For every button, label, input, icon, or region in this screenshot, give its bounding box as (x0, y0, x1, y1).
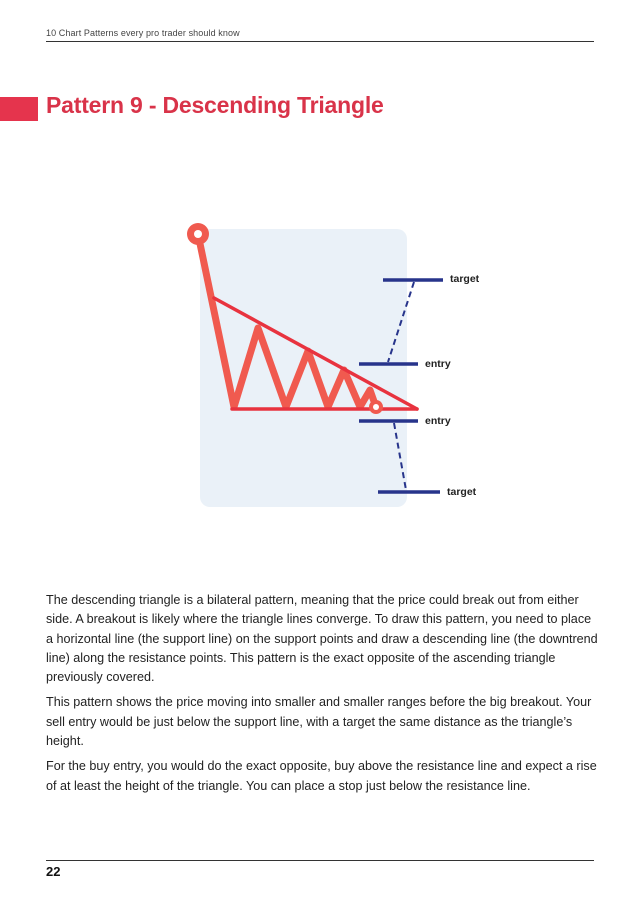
target-bottom-label: target (447, 486, 477, 498)
page-number: 22 (46, 864, 61, 879)
running-header: 10 Chart Patterns every pro trader should know (46, 28, 240, 38)
page-title: Pattern 9 - Descending Triangle (46, 92, 384, 118)
footer-divider (46, 860, 594, 861)
paragraph: The descending triangle is a bilateral pattern, meaning that the price could break out from either side. A breakout is likely where the triangle lines converge. To draw this pattern, you need to place a horizontal line (the support line) on the support points and draw a descending line (the downtrend line) along the resistance points. This pattern is the exact opposite of the ascending triangle previously covered. (46, 593, 598, 685)
paragraph: For the buy entry, you would do the exact opposite, buy above the resistance line and expect a rise of at least the height of the triangle. You can place a stop just below the resistance line. (46, 759, 597, 793)
body-text (46, 591, 598, 802)
target-top-label: target (450, 273, 480, 285)
start-marker-inner (194, 230, 202, 238)
entry-upper-label: entry (425, 358, 451, 370)
entry-lower-label: entry (425, 415, 451, 427)
end-marker-inner (373, 404, 379, 410)
paragraph: This pattern shows the price moving into smaller and smaller ranges before the big breakout. Your sell entry would be just below the support line, with a target the same distance as the triangle’s height. (46, 695, 592, 749)
